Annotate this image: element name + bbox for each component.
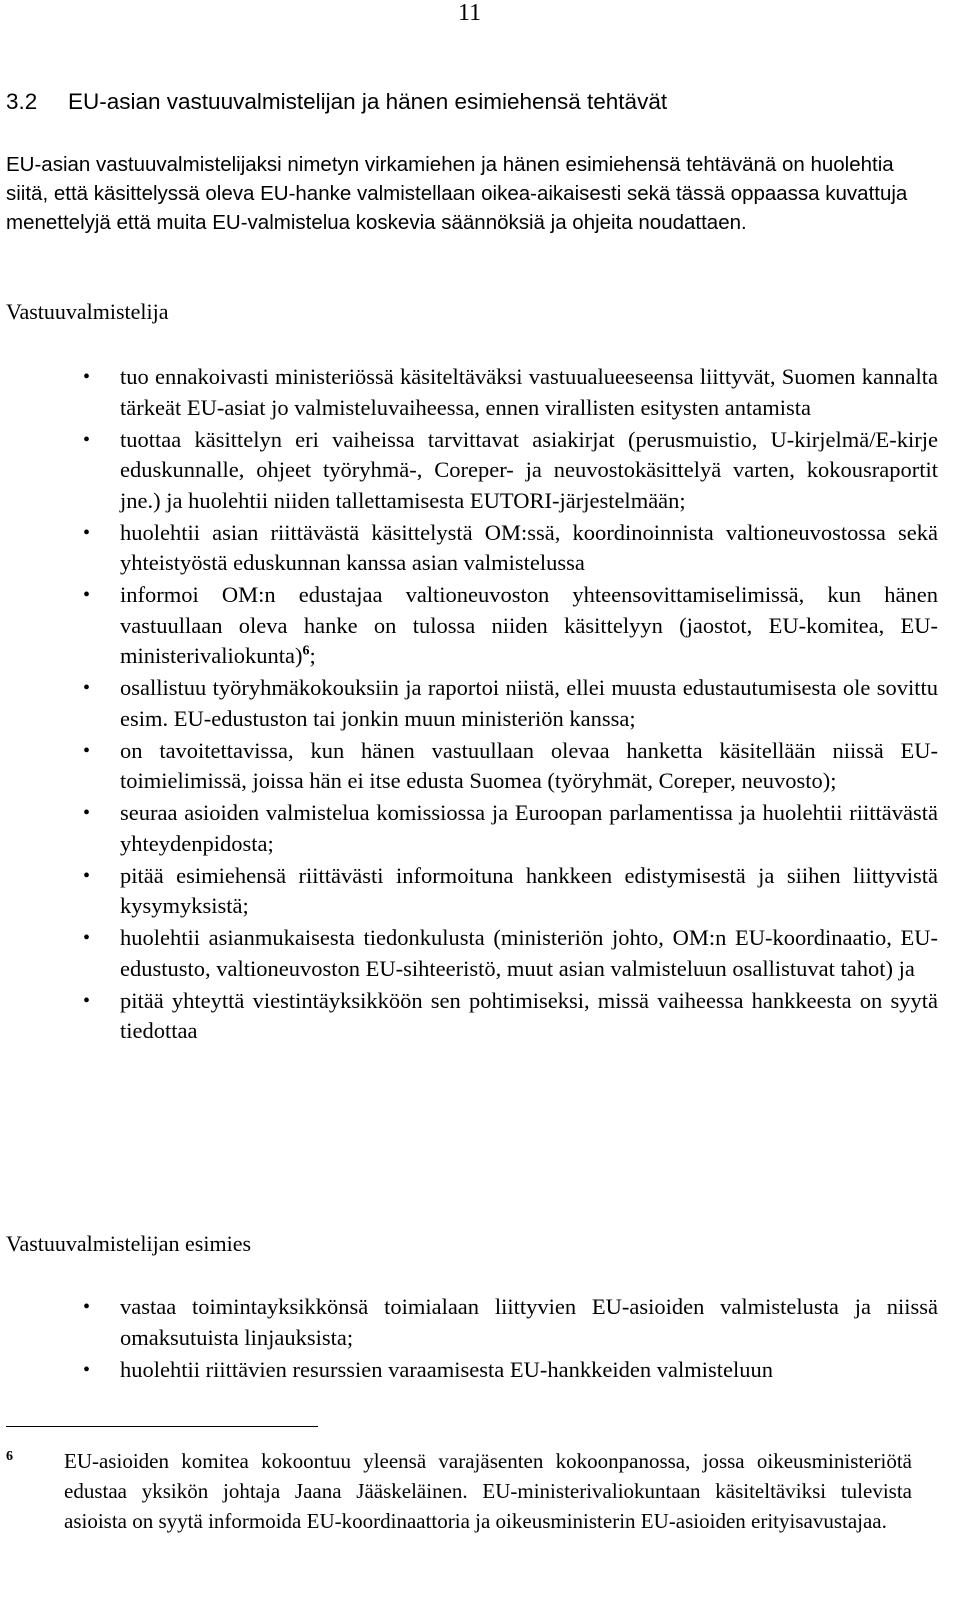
section-heading bbox=[6, 86, 946, 118]
page-number: 11 bbox=[458, 0, 482, 26]
list-item: • huolehtii riittävien resurssien varaamisesta EU-hankkeiden valmisteluun bbox=[0, 1355, 960, 1386]
duties-list-esimies bbox=[0, 1292, 960, 1387]
footnote-divider bbox=[6, 1426, 318, 1427]
footnote-text: EU-asioiden komitea kokoontuu yleensä varajäsenten kokoonpanossa, jossa oikeusministeriötä edustaa yksikön johtaja Jaana Jääskeläinen. EU-ministerivaliokuntaan käsiteltäviksi tulevista asioista on syytä informoida EU-koordinaattoria ja oikeusministerin EU-asioiden erityisavustajaa. bbox=[64, 1449, 912, 1533]
bullet-icon: • bbox=[83, 802, 91, 824]
footnote-reference[interactable]: 6 bbox=[302, 643, 310, 659]
list-item: • vastaa toimintayksikkönsä toimialaan liittyvien EU-asioiden valmistelusta ja niissä omaksutuista linjauksista; bbox=[83, 1294, 938, 1350]
bullet-icon: • bbox=[83, 366, 91, 388]
bullet-icon: • bbox=[83, 864, 91, 887]
list-item: • informoi OM:n edustajaa valtioneuvoston yhteensovittamiselimissä, kun hänen vastuullaan oleva hanke on tulossa niiden käsittelyyn (jaostot, EU-komitea, EU-ministerivaliokunta)$^6$; bbox=[83, 582, 938, 668]
list-item: • tuottaa käsittelyn eri vaiheissa tarvittavat asiakirjat (perusmuistio, U-kirjelmä/E-kirje eduskunnalle, ohjeet työryhmä-, Coreper- ja neuvostokäsittelyä varten, kokousraportit jne.) ja huolehtii niiden tallettamisesta EUTORI-järjestelmään; bbox=[83, 426, 938, 513]
bullet-icon: • bbox=[83, 989, 91, 1012]
subheading-esimies: Vastuuvalmistelijan esimies bbox=[6, 1231, 252, 1256]
bullet-icon: • bbox=[83, 521, 91, 544]
bullet-icon: • bbox=[83, 584, 91, 606]
bullet-icon: • bbox=[83, 677, 91, 699]
bullet-icon: • bbox=[83, 1296, 91, 1318]
list-item: • huolehtii asianmukaisesta tiedonkulusta (ministeriön johto, OM:n EU-koordinaatio, EU-edustusto, valtioneuvoston EU-sihteeristö, muut asian valmisteluun osallistuvat tahot) ja bbox=[83, 925, 938, 981]
list-item: • on tavoitettavissa, kun hänen vastuullaan olevaa hanketta käsitellään niissä EU-toimielimissä, joissa hän ei itse edusta Suomea (työryhmät, Coreper, neuvosto); bbox=[83, 737, 938, 793]
list-item: • seuraa asioiden valmistelua komissiossa ja Euroopan parlamentissa ja huolehtii riittävästä yhteydenpidosta; bbox=[83, 800, 938, 856]
list-item: • pitää esimiehensä riittävästi informoituna hankkeen edistymisestä ja siihen liittyvistä kysymyksistä; bbox=[83, 862, 938, 918]
duties-list-vastuuvalmistelija bbox=[0, 362, 960, 1048]
intro-paragraph: EU-asian vastuuvalmistelijaksi nimetyn virkamiehen ja hänen esimiehensä tehtävänä on huolehtia siitä, että käsittelyssä oleva EU-hanke valmistellaan oikea-aikaisesti sekä tässä oppaassa kuvattuja menettelyjä että muita EU-valmistelua koskevia säännöksiä ja ohjeita noudattaen. bbox=[6, 153, 908, 234]
bullet-icon: • bbox=[83, 739, 91, 762]
footnote-mark: 6 bbox=[6, 1449, 13, 1464]
list-item: • pitää yhteyttä viestintäyksikköön sen pohtimiseksi, missä vaiheessa hankkeesta on syytä tiedottaa bbox=[83, 987, 938, 1043]
bullet-icon: • bbox=[83, 927, 91, 949]
bullet-icon: • bbox=[83, 1358, 91, 1381]
section-number: 3.2 bbox=[6, 89, 38, 114]
section-title: EU-asian vastuuvalmistelijan ja hänen esimiehensä tehtävät bbox=[68, 89, 668, 114]
list-item: • tuo ennakoivasti ministeriössä käsiteltäväksi vastuualueeseensa liittyvät, Suomen kannalta tärkeät EU-asiat jo valmisteluvaiheessa, ennen virallisten esitysten antamista bbox=[83, 364, 938, 420]
subheading-vastuuvalmistelija: Vastuuvalmistelija bbox=[6, 299, 169, 324]
list-item: • osallistuu työryhmäkokouksiin ja raportoi niistä, ellei muusta edustautumisesta ole sovittu esim. EU-edustuston tai jonkin muun ministeriön kanssa; bbox=[83, 675, 938, 731]
footnote bbox=[6, 1446, 912, 1536]
bullet-icon: • bbox=[83, 428, 91, 451]
list-item: • huolehtii asian riittävästä käsittelystä OM:ssä, koordinoinnista valtioneuvostossa sekä yhteistyöstä eduskunnan kanssa asian valmistelussa bbox=[83, 519, 938, 575]
